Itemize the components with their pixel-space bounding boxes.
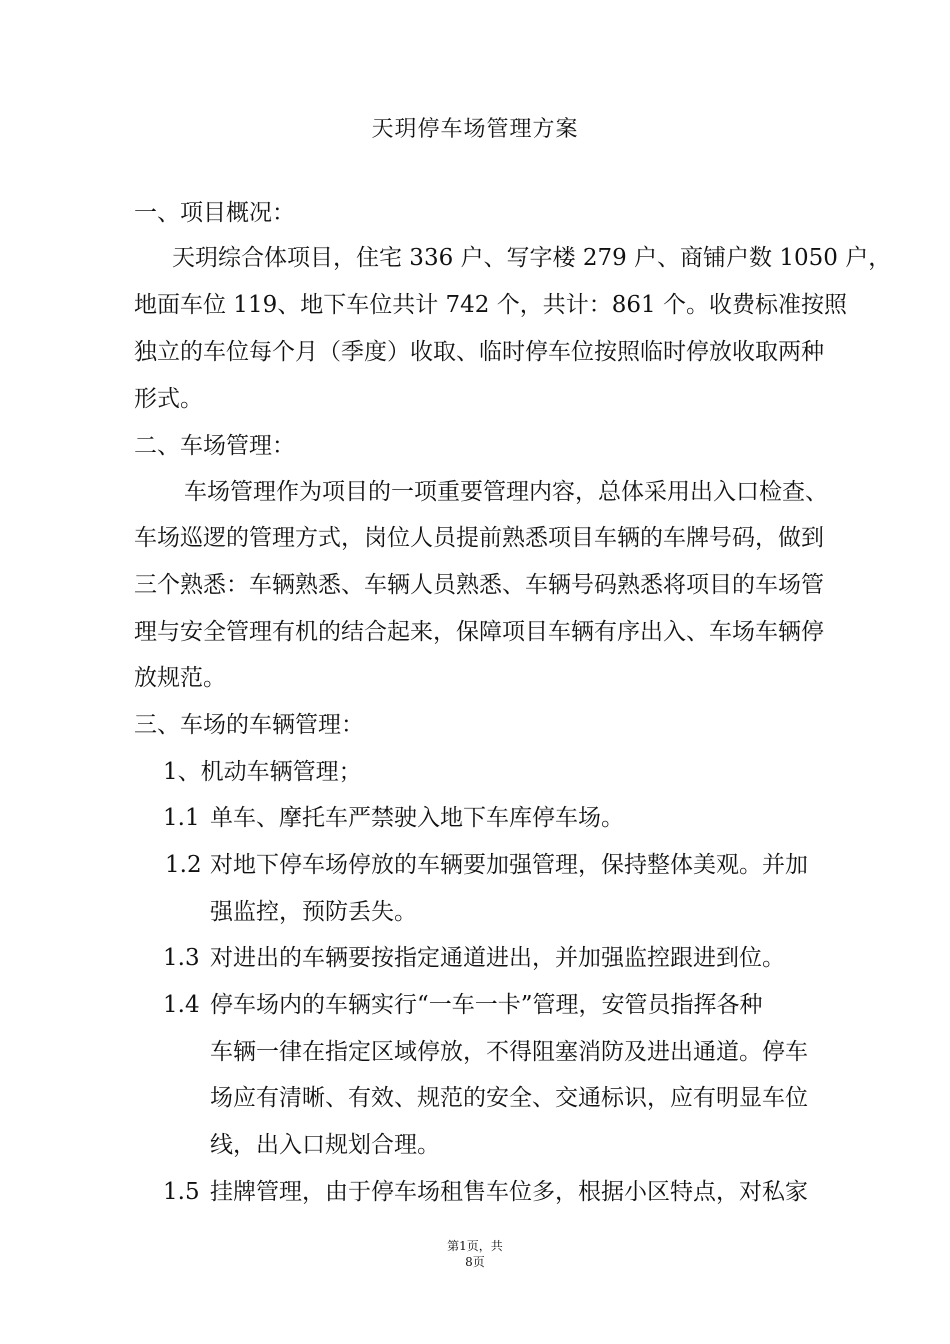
paragraph-line: 独立的车位每个月（季度）收取、临时停车位按照临时停放收取两种 [134, 339, 824, 365]
paragraph-line: 形式。 [134, 386, 203, 412]
paragraph-line: 车场管理作为项目的一项重要管理内容，总体采用出入口检查、 [184, 479, 828, 505]
sub-heading: 1、机动车辆管理； [163, 759, 362, 785]
item-number: 1.1 [163, 805, 200, 831]
paragraph-line: 放规范。 [134, 665, 226, 691]
item-text: 挂牌管理，由于停车场租售车位多，根据小区特点，对私家 [210, 1179, 808, 1205]
document-title: 天玥停车场管理方案 [371, 117, 579, 142]
item-text: 单车、摩托车严禁驶入地下车库停车场。 [210, 805, 624, 831]
item-number: 1.2 [165, 852, 202, 878]
paragraph-line: 三个熟悉：车辆熟悉、车辆人员熟悉、车辆号码熟悉将项目的车场管 [134, 572, 824, 598]
item-text: 场应有清晰、有效、规范的安全、交通标识，应有明显车位 [210, 1085, 808, 1111]
paragraph-line: 理与安全管理有机的结合起来，保障项目车辆有序出入、车场车辆停 [134, 619, 824, 645]
item-text: 停车场内的车辆实行“一车一卡”管理，安管员指挥各种 [210, 992, 763, 1018]
section-heading: 一、项目概况： [134, 200, 295, 226]
section-heading: 二、车场管理： [134, 433, 295, 459]
item-text: 线，出入口规划合理。 [210, 1132, 440, 1158]
paragraph-line: 地面车位 119、地下车位共计 742 个，共计：861 个。收费标准按照 [134, 292, 847, 318]
item-text: 强监控，预防丢失。 [210, 899, 417, 925]
page-number: 第1页，共 [447, 1239, 503, 1253]
item-text: 对地下停车场停放的车辆要加强管理，保持整体美观。并加 [210, 852, 808, 878]
section-heading: 三、车场的车辆管理： [134, 712, 364, 738]
item-number: 1.3 [163, 945, 200, 971]
item-text: 车辆一律在指定区域停放，不得阻塞消防及进出通道。停车 [210, 1039, 808, 1065]
item-number: 1.5 [163, 1179, 200, 1205]
paragraph-line: 天玥综合体项目，住宅 336 户、写字楼 279 户、商铺户数 1050 户， [172, 245, 892, 271]
paragraph-line: 车场巡逻的管理方式，岗位人员提前熟悉项目车辆的车牌号码，做到 [134, 525, 824, 551]
item-text: 对进出的车辆要按指定通道进出，并加强监控跟进到位。 [210, 945, 785, 971]
item-number: 1.4 [163, 992, 200, 1018]
page-total: 8页 [465, 1255, 485, 1269]
